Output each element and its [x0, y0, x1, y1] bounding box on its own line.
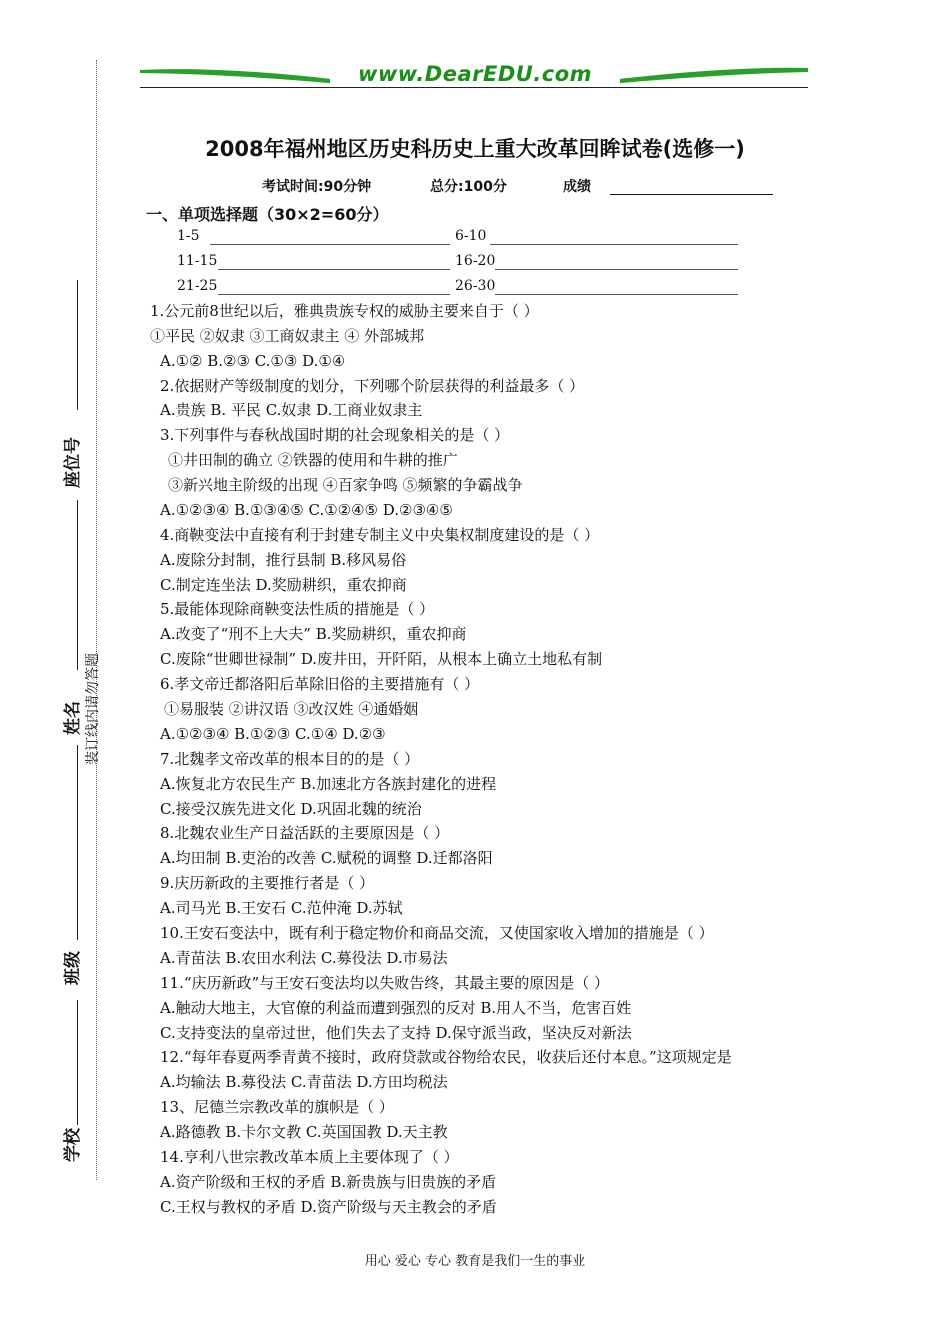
question-line: 5.最能体现除商鞅变法性质的措施是（ ）	[160, 600, 435, 618]
exam-time: 考试时间:90分钟	[262, 179, 372, 195]
question-line: A.路德教 B.卡尔文教 C.英国国教 D.天主教	[160, 1123, 448, 1141]
question-line: A.废除分封制，推行县制 B.移风易俗	[160, 551, 407, 569]
question-line: 12.“每年春夏两季青黄不接时，政府贷款或谷物给农民，收获后还付本息。”这项规定是	[160, 1048, 732, 1066]
question-line: A.资产阶级和王权的矛盾 B.新贵族与旧贵族的矛盾	[160, 1173, 497, 1191]
site-logo[interactable]: www.DearEDU.com	[330, 62, 620, 86]
answer-row-label: 11-15	[177, 253, 218, 269]
answer-blank[interactable]	[210, 244, 450, 245]
question-line: 1.公元前8世纪以后，雅典贵族专权的威胁主要来自于（ ）	[150, 302, 539, 320]
question-line: C.制定连坐法 D.奖励耕织，重农抑商	[160, 576, 407, 594]
question-line: 6.孝文帝迁都洛阳后革除旧俗的主要措施有（ ）	[160, 675, 480, 693]
question-line: A.均输法 B.募役法 C.青苗法 D.方田均税法	[160, 1073, 448, 1091]
score-label: 成绩	[563, 179, 591, 195]
question-line: A.①②③④ B.①②③ C.①④ D.②③	[160, 725, 386, 743]
question-line: ③新兴地主阶级的出现 ④百家争鸣 ⑤频繁的争霸战争	[168, 476, 523, 494]
question-line: A.司马光 B.王安石 C.范仲淹 D.苏轼	[160, 899, 403, 917]
seat-blank	[77, 280, 78, 410]
question-line: ①井田制的确立 ②铁器的使用和牛耕的推广	[168, 451, 458, 469]
question-line: ①易服装 ②讲汉语 ③改汉姓 ④通婚姻	[164, 700, 419, 718]
answer-row-label: 21-25	[177, 278, 218, 294]
binding-line	[96, 60, 97, 1180]
question-line: A.①②③④ B.①③④⑤ C.①②④⑤ D.②③④⑤	[160, 501, 453, 519]
binding-note: 装订线内请勿答题	[85, 653, 101, 765]
question-line: A.①② B.②③ C.①③ D.①④	[160, 352, 346, 370]
question-line: 3.下列事件与春秋战国时期的社会现象相关的是（ ）	[160, 426, 510, 444]
class-blank	[77, 745, 78, 940]
question-line: A.触动大地主，大官僚的利益而遭到强烈的反对 B.用人不当，危害百姓	[160, 999, 632, 1017]
section-heading: 一、单项选择题（30×2=60分）	[146, 205, 389, 224]
question-line: C.废除“世卿世禄制” D.废井田，开阡陌，从根本上确立土地私有制	[160, 650, 603, 668]
total-score: 总分:100分	[430, 179, 507, 195]
question-line: A.恢复北方农民生产 B.加速北方各族封建化的进程	[160, 775, 497, 793]
seat-label: 座位号	[63, 437, 83, 488]
school-blank	[77, 1000, 78, 1125]
question-line: 11.“庆历新政”与王安石变法均以失败告终，其最主要的原因是（ ）	[160, 974, 609, 992]
question-line: C.接受汉族先进文化 D.巩固北魏的统治	[160, 800, 422, 818]
answer-blank[interactable]	[218, 269, 450, 270]
score-blank[interactable]	[610, 194, 773, 195]
header-rule	[140, 87, 808, 88]
question-line: ①平民 ②奴隶 ③工商奴隶主 ④ 外部城邦	[150, 327, 425, 345]
question-line: 9.庆历新政的主要推行者是（ ）	[160, 874, 375, 892]
question-line: 14.亨利八世宗教改革本质上主要体现了（ ）	[160, 1148, 459, 1166]
school-label: 学校	[63, 1128, 83, 1162]
question-line: A.青苗法 B.农田水利法 C.募役法 D.市易法	[160, 949, 448, 967]
name-blank	[77, 500, 78, 670]
question-line: 8.北魏农业生产日益活跃的主要原因是（ ）	[160, 824, 450, 842]
question-line: 13、尼德兰宗教改革的旗帜是（ ）	[160, 1098, 394, 1116]
question-line: A.均田制 B.吏治的改善 C.赋税的调整 D.迁都洛阳	[160, 849, 493, 867]
question-line: 7.北魏孝文帝改革的根本目的的是（ ）	[160, 750, 420, 768]
page-footer: 用心 爱心 专心 教育是我们一生的事业	[364, 1254, 586, 1269]
answer-row-label: 26-30	[455, 278, 496, 294]
name-label: 姓名	[63, 701, 83, 735]
answer-blank[interactable]	[495, 269, 738, 270]
class-label: 班级	[63, 951, 83, 985]
question-line: C.王权与教权的矛盾 D.资产阶级与天主教会的矛盾	[160, 1198, 497, 1216]
question-line: 4.商鞅变法中直接有利于封建专制主义中央集权制度建设的是（ ）	[160, 526, 600, 544]
question-line: A.贵族 B. 平民 C.奴隶 D.工商业奴隶主	[160, 401, 423, 419]
question-line: 2.依据财产等级制度的划分，下列哪个阶层获得的利益最多（ ）	[160, 377, 585, 395]
question-line: C.支持变法的皇帝过世，他们失去了支持 D.保守派当政，坚决反对新法	[160, 1024, 632, 1042]
answer-blank[interactable]	[218, 294, 450, 295]
answer-blank[interactable]	[495, 294, 738, 295]
answer-row-label: 6-10	[455, 228, 487, 244]
question-line: 10.王安石变法中，既有利于稳定物价和商品交流，又使国家收入增加的措施是（ ）	[160, 924, 714, 942]
answer-row-label: 1-5	[177, 228, 200, 244]
question-line: A.改变了“刑不上大夫” B.奖励耕织，重农抑商	[160, 625, 467, 643]
answer-row-label: 16-20	[455, 253, 496, 269]
page-title: 2008年福州地区历史科历史上重大改革回眸试卷(选修一)	[205, 137, 745, 161]
answer-blank[interactable]	[490, 244, 738, 245]
